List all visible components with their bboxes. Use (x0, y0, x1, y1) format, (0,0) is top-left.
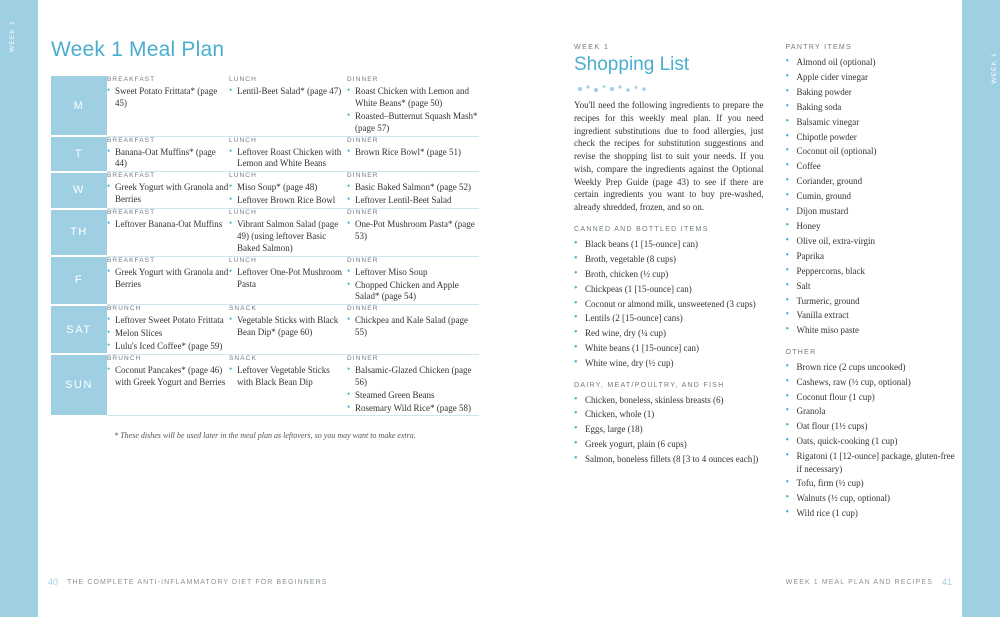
shopping-item: • White miso paste (785, 324, 956, 336)
meal-item: • Roast Chicken with Lemon and White Beans* (page 50) (347, 86, 479, 110)
meal-item-list (107, 219, 229, 231)
meal-item: • Vibrant Salmon Salad (page 49) (using leftover Basic Baked Salmon) (229, 219, 347, 255)
meal-slot-label: SNACK (229, 354, 257, 362)
meal-slot-label: BRUNCH (107, 354, 142, 362)
day-label: F (51, 256, 107, 305)
shopping-item: • Olive oil, extra-virgin (785, 235, 956, 247)
meal-item-list (107, 147, 229, 171)
meal-item: • Leftover Vegetable Sticks with Black Bean Dip (229, 365, 347, 389)
meal-item: • Melon Slices (107, 328, 229, 340)
meal-plan-row (51, 354, 479, 416)
shopping-item: • Chickpeas (1 [15-ounce] can) (574, 283, 763, 295)
meal-item-list (347, 315, 479, 339)
meal-slot-label: LUNCH (229, 256, 257, 264)
meal-slot-cell (229, 76, 347, 136)
shopping-kicker: WEEK 1 (574, 44, 610, 51)
meal-item: • Lentil-Beet Salad* (page 47) (229, 86, 347, 98)
meal-item: • Banana-Oat Muffins* (page 44) (107, 147, 229, 171)
shopping-item: • Vanilla extract (785, 309, 956, 321)
right-page-number: 41 (941, 577, 952, 587)
meal-item: • Leftover Banana-Oat Muffins (107, 219, 229, 231)
shopping-item: • Balsamic vinegar (785, 116, 956, 128)
shopping-list-column (574, 44, 763, 617)
right-edge-bar (962, 0, 1000, 617)
right-edge-tab-label: WEEK 1 (991, 52, 998, 84)
left-footer-text: THE COMPLETE ANTI-INFLAMMATORY DIET FOR BEGINNERS (67, 578, 328, 586)
meal-item: • Leftover Roast Chicken with Lemon and White Beans (229, 147, 347, 171)
shopping-item: • Chicken, whole (1) (574, 408, 763, 420)
meal-item-list (229, 147, 347, 171)
shopping-item: • Granola (785, 405, 956, 417)
section-heading: DAIRY, MEAT/POULTRY, AND FISH (574, 381, 725, 389)
meal-slot-cell (107, 209, 229, 257)
meal-slot-cell (229, 354, 347, 416)
shopping-item: • Salt (785, 280, 956, 292)
meal-item-list (347, 267, 479, 304)
meal-slot-label: DINNER (347, 354, 379, 362)
shopping-intro: You'll need the following ingredients to prepare the recipes for this weekly meal plan. If you need ingredient substitutions due to food allergies, just check the recipes for substitution suggestions and revise the shopping list to suit your needs. If you wish, compare the ingredients against the Optional Weekly Prep Guide (page 43) to see if there are certain ingredients you want to buy pre-washed, already shredded, frozen, and so on. (574, 100, 764, 213)
meal-item: • Chopped Chicken and Apple Salad* (page 54) (347, 280, 479, 304)
right-footer-text: WEEK 1 MEAL PLAN AND RECIPES (785, 578, 933, 586)
shopping-item: • Lentils (2 [15-ounce] cans) (574, 312, 763, 324)
meal-item: • Roasted–Butternut Squash Mash* (page 57) (347, 111, 479, 135)
shopping-item: • Oat flour (1½ cups) (785, 420, 956, 432)
meal-slot-cell (347, 209, 479, 257)
left-page (38, 0, 548, 617)
meal-plan-row (51, 305, 479, 355)
left-page-number: 40 (48, 577, 59, 587)
section-heading: PANTRY ITEMS (785, 44, 853, 51)
meal-plan-row (51, 256, 479, 305)
day-label: SUN (51, 354, 107, 416)
meal-slot-label: LUNCH (229, 136, 257, 144)
meal-slot-cell (229, 209, 347, 257)
meal-slot-cell (107, 354, 229, 416)
shopping-item: • Paprika (785, 250, 956, 262)
shopping-item: • Broth, chicken (½ cup) (574, 268, 763, 280)
shopping-item: • Honey (785, 220, 956, 232)
meal-slot-label: LUNCH (229, 76, 257, 83)
shopping-item-list (785, 56, 956, 337)
meal-slot-label: BREAKFAST (107, 172, 156, 180)
meal-item: • Vegetable Sticks with Black Bean Dip* (page 60) (229, 315, 347, 339)
meal-item: • Lulu's Iced Coffee* (page 59) (107, 341, 229, 353)
meal-item: • Coconut Pancakes* (page 46) with Greek Yogurt and Berries (107, 365, 229, 389)
meal-slot-label: BREAKFAST (107, 209, 156, 216)
shopping-item: • Walnuts (½ cup, optional) (785, 492, 956, 504)
meal-item: • Steamed Green Beans (347, 390, 479, 402)
day-label: W (51, 172, 107, 209)
meal-plan-table (51, 76, 479, 417)
meal-slot-label: DINNER (347, 172, 379, 180)
day-label: TH (51, 209, 107, 257)
meal-item: • Chickpea and Kale Salad (page 55) (347, 315, 479, 339)
meal-slot-label: DINNER (347, 256, 379, 264)
shopping-item: • Tofu, firm (½ cup) (785, 477, 956, 489)
meal-plan-row (51, 209, 479, 257)
shopping-item: • Oats, quick-cooking (1 cup) (785, 435, 956, 447)
day-label: T (51, 136, 107, 172)
meal-slot-cell (347, 172, 479, 209)
shopping-item: • Dijon mustard (785, 205, 956, 217)
meal-slot-cell (347, 136, 479, 172)
shopping-item: • Greek yogurt, plain (6 cups) (574, 438, 763, 450)
meal-item-list (229, 365, 347, 389)
meal-item: • Leftover Miso Soup (347, 267, 479, 279)
section-heading: CANNED AND BOTTLED ITEMS (574, 225, 709, 233)
shopping-item: • Cashews, raw (½ cup, optional) (785, 376, 956, 388)
shopping-item: • Broth, vegetable (8 cups) (574, 253, 763, 265)
meal-slot-label: DINNER (347, 76, 379, 83)
section-heading: OTHER (785, 348, 817, 356)
meal-slot-label: BRUNCH (107, 305, 142, 313)
meal-slot-cell (107, 76, 229, 136)
shopping-item: • Chicken, boneless, skinless breasts (6) (574, 394, 763, 406)
left-edge-tab-label: WEEK 1 (9, 20, 16, 52)
right-footer (786, 577, 952, 587)
meal-slot-cell (347, 354, 479, 416)
meal-slot-cell (347, 76, 479, 136)
meal-item-list (347, 365, 479, 415)
shopping-item: • Coconut oil (optional) (785, 145, 956, 157)
shopping-list-title: Shopping List (574, 54, 690, 75)
shopping-item: • White beans (1 [15-ounce] can) (574, 342, 763, 354)
meal-item-list (347, 182, 479, 207)
shopping-item: • Baking powder (785, 86, 956, 98)
meal-item-list (229, 182, 347, 207)
meal-slot-label: BREAKFAST (107, 76, 156, 83)
meal-item-list (229, 219, 347, 255)
shopping-item: • Wild rice (1 cup) (785, 507, 956, 519)
meal-slot-cell (229, 136, 347, 172)
shopping-item: • Red wine, dry (¼ cup) (574, 327, 763, 339)
meal-slot-cell (229, 305, 347, 355)
shopping-item: • Black beans (1 [15-ounce] can) (574, 238, 763, 250)
shopping-item: • Salmon, boneless fillets (8 [3 to 4 ounces each]) (574, 453, 763, 465)
left-edge-bar (0, 0, 38, 617)
shopping-item: • Brown rice (2 cups uncooked) (785, 361, 956, 373)
meal-item: • Leftover One-Pot Mushroom Pasta (229, 267, 347, 291)
shopping-item-list (785, 361, 956, 520)
meal-item: • One-Pot Mushroom Pasta* (page 53) (347, 219, 479, 243)
day-label: M (51, 76, 107, 136)
meal-slot-cell (107, 305, 229, 355)
meal-item-list (347, 86, 479, 135)
shopping-item: • Coffee (785, 160, 956, 172)
shopping-item: • Coconut or almond milk, unsweetened (3 cups) (574, 298, 763, 310)
meal-slot-label: DINNER (347, 209, 379, 216)
meal-item: • Miso Soup* (page 48) (229, 182, 347, 194)
left-footer (48, 577, 328, 587)
shopping-item: • Cumin, ground (785, 190, 956, 202)
meal-slot-label: BREAKFAST (107, 256, 156, 264)
ornament-divider (574, 80, 763, 90)
meal-slot-cell (347, 256, 479, 305)
shopping-item: • Apple cider vinegar (785, 71, 956, 83)
meal-item-list (107, 315, 229, 353)
meal-item: • Greek Yogurt with Granola and Berries (107, 267, 229, 291)
meal-slot-cell (107, 136, 229, 172)
meal-plan-row (51, 76, 479, 136)
meal-item-list (107, 182, 229, 206)
meal-slot-label: DINNER (347, 305, 379, 313)
meal-item: • Greek Yogurt with Granola and Berries (107, 182, 229, 206)
meal-item-list (229, 267, 347, 291)
meal-item-list (229, 86, 347, 98)
right-page (548, 0, 962, 617)
meal-plan-row (51, 172, 479, 209)
shopping-item-list (574, 394, 763, 466)
page-title: Week 1 Meal Plan (51, 38, 225, 61)
meal-slot-cell (107, 172, 229, 209)
meal-slot-cell (347, 305, 479, 355)
footnote: * These dishes will be used later in the meal plan as leftovers, so you may want to make extra. (114, 430, 416, 440)
meal-item: • Rosemary Wild Rice* (page 58) (347, 403, 479, 415)
meal-item: • Brown Rice Bowl* (page 51) (347, 147, 479, 159)
meal-item-list (347, 219, 479, 243)
shopping-item: • Turmeric, ground (785, 295, 956, 307)
shopping-item: • Chipotle powder (785, 131, 956, 143)
shopping-item: • Rigatoni (1 [12-ounce] package, gluten-free if necessary) (785, 450, 956, 475)
meal-item: • Sweet Potato Frittata* (page 45) (107, 86, 229, 110)
meal-slot-label: LUNCH (229, 172, 257, 180)
meal-item: • Leftover Lentil-Beet Salad (347, 195, 479, 207)
shopping-item: • Coconut flour (1 cup) (785, 391, 956, 403)
shopping-item: • Eggs, large (18) (574, 423, 763, 435)
meal-item-list (229, 315, 347, 339)
shopping-item: • Peppercorns, black (785, 265, 956, 277)
meal-item: • Basic Baked Salmon* (page 52) (347, 182, 479, 194)
meal-item: • Leftover Sweet Potato Frittata (107, 315, 229, 327)
shopping-item: • Baking soda (785, 101, 956, 113)
meal-item-list (347, 147, 479, 159)
meal-item: • Balsamic-Glazed Chicken (page 56) (347, 365, 479, 389)
meal-plan-row (51, 136, 479, 172)
shopping-item: • Almond oil (optional) (785, 56, 956, 68)
shopping-item: • Coriander, ground (785, 175, 956, 187)
meal-slot-cell (107, 256, 229, 305)
meal-slot-cell (229, 256, 347, 305)
meal-slot-label: SNACK (229, 305, 257, 313)
meal-item-list (107, 267, 229, 291)
meal-item: • Leftover Brown Rice Bowl (229, 195, 347, 207)
meal-slot-label: DINNER (347, 136, 379, 144)
pantry-column (785, 44, 956, 617)
day-label: SAT (51, 305, 107, 355)
meal-item-list (107, 365, 229, 389)
meal-item-list (107, 86, 229, 110)
shopping-item: • White wine, dry (½ cup) (574, 357, 763, 369)
shopping-item-list (574, 238, 763, 370)
meal-slot-label: LUNCH (229, 209, 257, 216)
meal-slot-cell (229, 172, 347, 209)
meal-slot-label: BREAKFAST (107, 136, 156, 144)
